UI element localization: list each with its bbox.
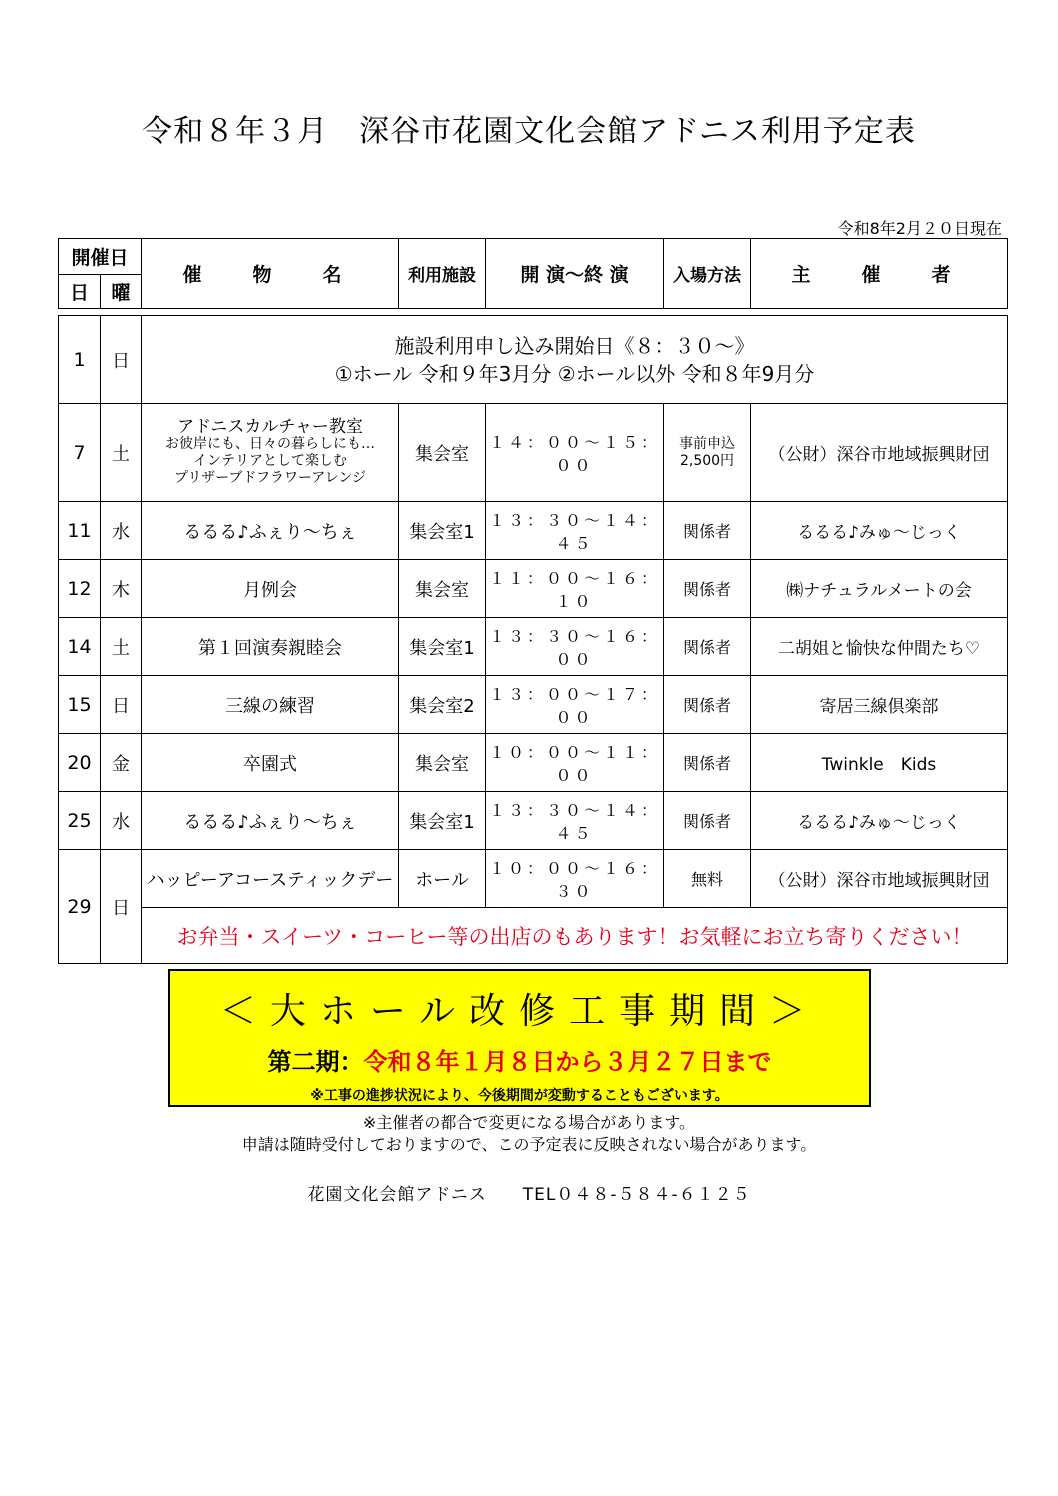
notice-line-2: ①ホール 令和９年3月分 ②ホール以外 令和８年9月分 <box>334 361 815 386</box>
entry-cell <box>664 404 751 502</box>
entry-cell: 関係者 <box>664 676 751 734</box>
entry-cell: 関係者 <box>664 792 751 850</box>
weekday-cell: 日 <box>101 676 142 734</box>
entry-cell: 関係者 <box>664 560 751 618</box>
weekday-cell: 日 <box>101 850 142 964</box>
weekday-cell: 土 <box>101 404 142 502</box>
time-cell: １０：００～１６：３０ <box>486 850 664 908</box>
organizer-cell: Twinkle Kids <box>751 734 1008 792</box>
weekday-cell: 土 <box>101 618 142 676</box>
phase-period: 令和８年１月８日から３月２７日まで <box>363 1048 772 1076</box>
entry-line: 2,500円 <box>679 452 735 469</box>
day-cell: 1 <box>59 316 101 404</box>
header-date-group: 開催日 <box>59 239 142 275</box>
day-cell: 7 <box>59 404 101 502</box>
day-cell: 15 <box>59 676 101 734</box>
notice-line-1: 施設利用申し込み開始日《８：３０～》 <box>394 333 755 358</box>
facility-cell: 集会室1 <box>399 618 486 676</box>
notice-cell <box>142 316 1008 404</box>
page-title: 令和８年３月 深谷市花園文化会館アドニス利用予定表 <box>142 114 916 149</box>
construction-note: ※工事の進捗状況により、今後期間が変動することもございます。 <box>310 1088 729 1104</box>
entry-cell: 関係者 <box>664 734 751 792</box>
day-cell: 14 <box>59 618 101 676</box>
header-facility: 利用施設 <box>399 239 486 309</box>
facility-cell: 集会室1 <box>399 502 486 560</box>
as-of-date: 令和8年2月２０日現在 <box>837 219 1002 238</box>
event-cell: 三線の練習 <box>142 676 399 734</box>
facility-cell: 集会室 <box>399 560 486 618</box>
footer-contact <box>0 1180 1058 1205</box>
table-row <box>59 316 1008 404</box>
day-cell: 11 <box>59 502 101 560</box>
header-entry: 入場方法 <box>664 239 751 309</box>
event-line: プリザーブドフラワーアレンジ <box>173 469 367 486</box>
table-row <box>59 850 1008 908</box>
time-cell: １０：００～１１：００ <box>486 734 664 792</box>
event-cell: ハッピーアコースティックデー <box>142 850 399 908</box>
weekday-cell: 木 <box>101 560 142 618</box>
table-row <box>59 676 1008 734</box>
event-cell: 月例会 <box>142 560 399 618</box>
event-line: お彼岸にも、日々の暮らしにも… <box>165 435 376 452</box>
header-day: 日 <box>59 275 101 309</box>
entry-cell: 関係者 <box>664 502 751 560</box>
day-cell: 12 <box>59 560 101 618</box>
header-row <box>59 239 1008 275</box>
time-cell: １３：３０～１４：４５ <box>486 502 664 560</box>
time-cell: １３：３０～１６：００ <box>486 618 664 676</box>
event-cell: るるる♪ふぇり～ちぇ <box>142 502 399 560</box>
organizer-cell: 二胡姐と愉快な仲間たち♡ <box>751 618 1008 676</box>
organizer-cell: ㈱ナチュラルメートの会 <box>751 560 1008 618</box>
construction-phase <box>170 1042 869 1077</box>
table-row <box>59 404 1008 502</box>
organizer-cell: （公財）深谷市地域振興財団 <box>751 404 1008 502</box>
note-line-1: ※主催者の都合で変更になる場合があります。 <box>362 1113 696 1132</box>
construction-heading: ＜大ホール改修工事期間＞ <box>219 991 820 1032</box>
spacer-row <box>59 309 1008 316</box>
weekday-cell: 日 <box>101 316 142 404</box>
time-cell: １４：００～１５：００ <box>486 404 664 502</box>
entry-cell: 無料 <box>664 850 751 908</box>
organizer-cell: （公財）深谷市地域振興財団 <box>751 850 1008 908</box>
day-cell: 20 <box>59 734 101 792</box>
weekday-cell: 水 <box>101 502 142 560</box>
header-organizer: 主 催 者 <box>751 239 1008 309</box>
event-cell <box>142 404 399 502</box>
event-cell: 第１回演奏親睦会 <box>142 618 399 676</box>
day-cell: 25 <box>59 792 101 850</box>
header-time: 開 演～終 演 <box>486 239 664 309</box>
time-cell: １１：００～１６：１０ <box>486 560 664 618</box>
note-line-2: 申請は随時受付しておりますので、この予定表に反映されない場合があります。 <box>241 1135 817 1154</box>
organizer-cell: るるる♪みゅ～じっく <box>751 502 1008 560</box>
facility-cell: 集会室2 <box>399 676 486 734</box>
construction-notice <box>168 969 871 1107</box>
facility-cell: ホール <box>399 850 486 908</box>
message-row <box>59 908 1008 964</box>
header-weekday: 曜 <box>101 275 142 309</box>
table-row <box>59 792 1008 850</box>
organizer-cell: るるる♪みゅ～じっく <box>751 792 1008 850</box>
facility-cell: 集会室 <box>399 404 486 502</box>
table-row <box>59 618 1008 676</box>
entry-cell: 関係者 <box>664 618 751 676</box>
table-row <box>59 560 1008 618</box>
event-message: お弁当・スイーツ・コーヒー等の出店のもあります！お気軽にお立ち寄りください！ <box>142 908 1008 964</box>
entry-line: 事前申込 <box>679 435 736 452</box>
phone-number: TEL０４８-５８４-６１２５ <box>522 1185 751 1205</box>
header-event: 催 物 名 <box>142 239 399 309</box>
event-line: アドニスカルチャー教室 <box>177 416 363 437</box>
organizer-cell: 寄居三線倶楽部 <box>751 676 1008 734</box>
venue-name: 花園文化会館アドニス <box>307 1185 487 1205</box>
day-cell: 29 <box>59 850 101 964</box>
event-line: インテリアとして楽しむ <box>193 452 348 469</box>
schedule-table <box>58 238 1008 964</box>
event-cell: 卒園式 <box>142 734 399 792</box>
weekday-cell: 金 <box>101 734 142 792</box>
time-cell: １３：００～１７：００ <box>486 676 664 734</box>
table-row <box>59 502 1008 560</box>
event-cell: るるる♪ふぇり～ちぇ <box>142 792 399 850</box>
notes <box>0 1112 1058 1156</box>
time-cell: １３：３０～１４：４５ <box>486 792 664 850</box>
phase-label: 第二期： <box>267 1048 364 1076</box>
facility-cell: 集会室 <box>399 734 486 792</box>
weekday-cell: 水 <box>101 792 142 850</box>
facility-cell: 集会室1 <box>399 792 486 850</box>
table-row <box>59 734 1008 792</box>
